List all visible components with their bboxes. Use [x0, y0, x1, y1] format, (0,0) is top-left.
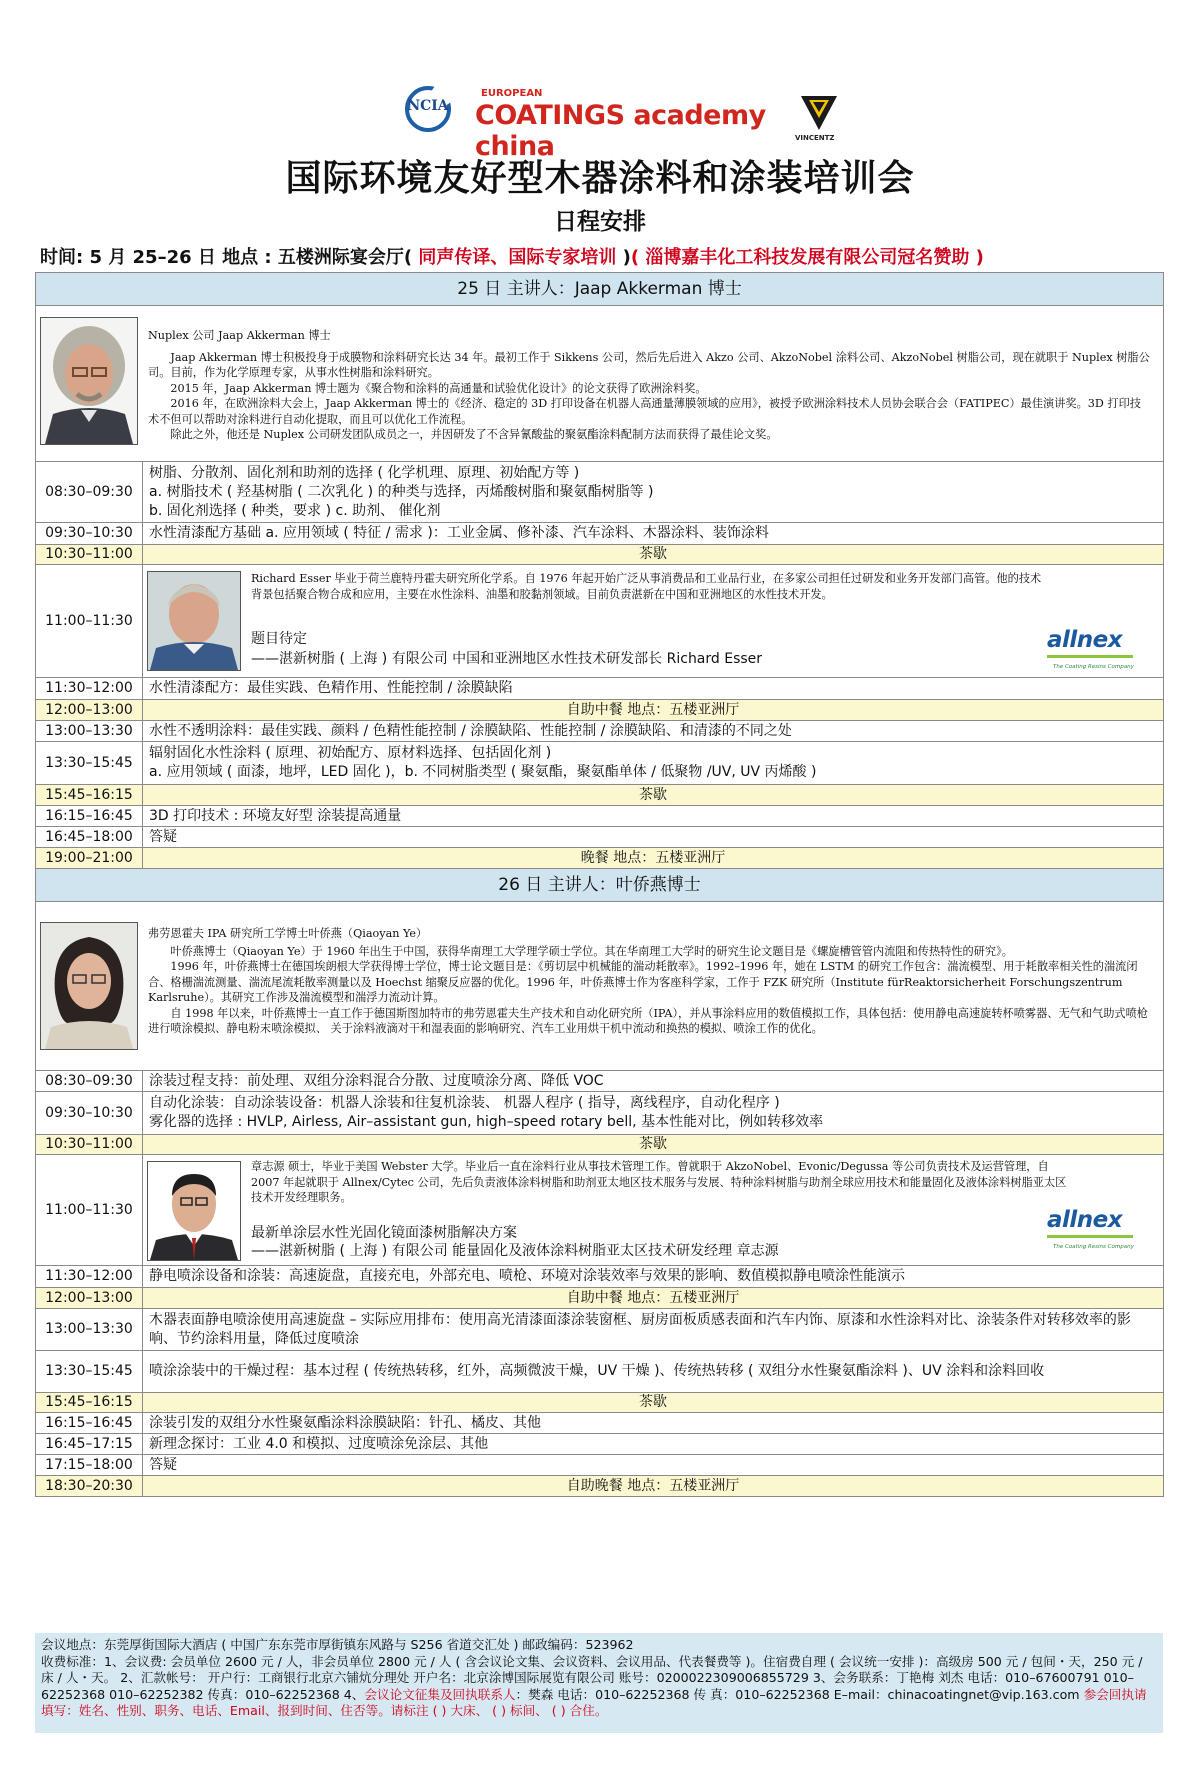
- day1-speaker-bio: [36, 306, 1164, 462]
- bio-text-ye: [148, 926, 1152, 1037]
- schedule-row: [36, 1092, 1164, 1135]
- schedule-row: [36, 827, 1164, 848]
- session-content: 新理念探讨：工业 4.0 和模拟、过度喷涂免涂层、其他: [143, 1434, 1164, 1455]
- session-content: [143, 565, 1164, 678]
- footer-contact-info: ：樊森 电话：010–62252368 传 真：010–62252368 E–mail：chinacoatingnet@vip.163.com: [515, 1686, 1084, 1702]
- schedule-row: [36, 1413, 1164, 1434]
- break-row: [36, 1393, 1164, 1413]
- schedule-row: [36, 678, 1164, 700]
- session-content: 涂装引发的双组分水性聚氨酯涂料涂膜缺陷：针孔、橘皮、其他: [143, 1413, 1164, 1434]
- session-time: 11:30–12:00: [36, 1266, 143, 1288]
- session-time: 08:30–09:30: [36, 1071, 143, 1092]
- bio-text-akkerman: [148, 328, 1152, 443]
- session-time: 13:00–13:30: [36, 1309, 143, 1351]
- meta-time-location: 时间: 5 月 25–26 日 地点 : 五楼洲际宴会厅(: [40, 247, 413, 268]
- footer-fees-text: 收费标准：1、会议费: 会员单位 2600 元 / 人，非会员单位 2800 元 / 人 ( 含会议论文集、会议资料、会议用品、代表餐费等 )。住宿费自理 ( 会议统一安排 )：高级房 500 元 / 包间・天，250 元 / 床 / 人・天。 2、汇款帐号： 开户行：工商银行北京六铺炕分理处 开户名：北京涂博国际展览有限公司 账号：0200022309006855729 3、会务联系：丁艳梅 刘杰 电话：010–67600791 010–62252368 010–62252382 传真：010–62252368 4、: [41, 1653, 1143, 1702]
- schedule-row: [36, 806, 1164, 827]
- session-time: 09:30–10:30: [36, 1092, 143, 1135]
- schedule-row: [36, 1155, 1164, 1266]
- talk-speaker: ——湛新树脂 ( 上海 ) 有限公司 能量固化及液体涂料树脂亚太区技术研发经理 章志源: [251, 1243, 779, 1259]
- session-line: a. 应用领域 ( 面漆，地坪，LED 固化 )，b. 不同树脂类型 ( 聚氨酯，聚氨酯单体 / 低聚物 /UV, UV 丙烯酸 ): [149, 764, 817, 780]
- schedule-row: [36, 565, 1164, 678]
- bio-paragraph: 2016 年，在欧洲涂料大会上，Jaap Akkerman 博士的《经济、稳定的 3D 打印设备在机器人高通量薄膜领域的应用》，被授予欧洲涂料技术人员协会联合会（FATIPEC）最佳演讲奖。3D 打印技术不但可以帮助对涂料进行自动化提取，而且可以优化工作流程。: [148, 397, 1141, 426]
- speaker-photo-ye: [40, 922, 138, 1050]
- session-line: b. 固化剂选择 ( 种类，要求 ) c. 助剂、 催化剂: [149, 502, 441, 519]
- break-row: [36, 1288, 1164, 1309]
- break-label: 茶歇: [143, 1393, 1164, 1413]
- allnex-logo: [1043, 627, 1139, 670]
- session-content: [143, 1092, 1164, 1135]
- bio-text-zhang: 章志源 硕士，毕业于美国 Webster 大学。毕业后一直在涂料行业从事技术管理工作。曾就职于 AkzoNobel、Evonic/Degussa 等公司负责技术及运营管理，自 2007 年起就职于 Allnex/Cytec 公司，先后负责液体涂料树脂和助剂亚太地区技术服务与发展、特种涂料树脂与助剂全球应用技术和能量固化及液体涂料树脂亚太区技术开发经理职务。: [251, 1160, 1067, 1204]
- day1-heading-row: [36, 273, 1164, 306]
- break-time: 10:30–11:00: [36, 1135, 143, 1155]
- bio-paragraph: 自 1998 年以来，叶侨燕博士一直工作于德国斯图加特市的弗劳恩霍夫生产技术和自动化研究所（IPA），并从事涂料应用的数值模拟工作，具体包括：使用静电高速旋转杯喷雾器、无气和气助式喷枪进行喷涂模拟、静电粉末喷涂模拟、 关于涂料液滴对干和湿表面的影响研究、汽车工业用烘干机中流动和换热的模拟、喷涂工作的优化。: [148, 1006, 1148, 1035]
- break-time: 10:30–11:00: [36, 545, 143, 565]
- break-time: 12:00–13:00: [36, 700, 143, 721]
- break-label: 晚餐 地点：五楼亚洲厅: [143, 848, 1164, 869]
- bio-paragraph: 1996 年，叶侨燕博士在德国埃朗根大学获得博士学位，博士论文题目是：《剪切层中机械能的湍动耗散率》。1992–1996 年，她在 LSTM 的研究工作包含：湍流模型、用于耗散率相关性的湍流闭合、格栅湍流测量、湍流尾流耗散率测量以及 Hoechst 缩聚反应器的优化。1996 年，叶侨燕博士作为客座科学家，工作于 FZK 研究所（Institute fürReaktorsicherheit Forschungszentrum Karlsruhe）。其研究工作涉及湍流模型和湍浮力流动计算。: [148, 960, 1138, 1004]
- footer-registration-note: 参会回执请填写：姓名、性别、职务、电话、Email、报到时间、住否等。请标注 ( ) 大床、 ( ) 标间、 ( ) 合住。: [41, 1686, 1147, 1718]
- break-label: 自助晚餐 地点：五楼亚洲厅: [143, 1476, 1164, 1497]
- break-time: 15:45–16:15: [36, 1393, 143, 1413]
- talk-title: 最新单涂层水性光固化镜面漆树脂解决方案: [251, 1225, 517, 1241]
- break-time: 19:00–21:00: [36, 848, 143, 869]
- session-content: 涂装过程支持：前处理、双组分涂料混合分散、过度喷涂分离、降低 VOC: [143, 1071, 1164, 1092]
- schedule-row: [36, 1071, 1164, 1092]
- schedule-table: [35, 272, 1164, 1497]
- break-time: 12:00–13:00: [36, 1288, 143, 1309]
- break-row: [36, 848, 1164, 869]
- meta-close: ): [622, 247, 631, 268]
- break-row: [36, 1476, 1164, 1497]
- day1-heading: 25 日 主讲人：Jaap Akkerman 博士: [36, 273, 1164, 306]
- footer-venue: 会议地点：东莞厚街国际大酒店 ( 中国广东东莞市厚街镇东风路与 S256 省道交汇处 ) 邮政编码：523962: [41, 1637, 634, 1652]
- schedule-row: [36, 742, 1164, 785]
- allnex-logo-word: allnex: [1047, 1207, 1123, 1233]
- bio-paragraph: Jaap Akkerman 博士积极投身于成膜物和涂料研究长达 34 年。最初工作于 Sikkens 公司，然后先后进入 Akzo 公司、AkzoNobel 涂料公司、AkzoNobel 树脂公司，现在就职于 Nuplex 树脂公司。目前，作为化学原理专家，从事水性树脂和涂料研究。: [148, 350, 1150, 379]
- allnex-logo-tagline: The Coating Resins Company: [1053, 1244, 1134, 1250]
- session-line: 自动化涂装：自动涂装设备：机器人涂装和往复机涂装、 机器人程序 ( 指导，离线程序，自动化程序 ): [149, 1095, 780, 1111]
- european-label: EUROPEAN: [481, 88, 543, 99]
- break-label: 茶歇: [143, 1135, 1164, 1155]
- footer-fees: [41, 1654, 1157, 1720]
- schedule-row: [36, 462, 1164, 523]
- session-time: 11:00–11:30: [36, 1155, 143, 1266]
- speaker-photo-akkerman: [40, 317, 138, 445]
- session-line: 雾化器的选择 : HVLP, Airless, Air–assistant gun, high–speed rotary bell, 基本性能对比，例如转移效率: [149, 1114, 824, 1130]
- session-content: 答疑: [143, 827, 1164, 848]
- session-content: 木器表面静电喷涂使用高速旋盘 – 实际应用排布：使用高光清漆面漆涂装窗框、厨房面板质感表面和汽车内饰、原漆和水性涂料对比、涂装条件对转移效率的影响、节约涂料用量，降低过度喷涂: [143, 1309, 1164, 1351]
- logo-row: [405, 86, 835, 162]
- allnex-logo-word: allnex: [1047, 627, 1123, 653]
- session-time: 16:45–18:00: [36, 827, 143, 848]
- session-content: 3D 打印技术 : 环境友好型 涂装提高通量: [143, 806, 1164, 827]
- break-row: [36, 700, 1164, 721]
- session-content: [143, 742, 1164, 785]
- session-time: 08:30–09:30: [36, 462, 143, 523]
- meta-translation: 同声传译、国际专家培训: [412, 247, 623, 268]
- event-meta: [40, 243, 984, 269]
- session-content: 水性不透明涂料：最佳实践、颜料 / 色精性能控制 / 涂膜缺陷、性能控制 / 涂膜缺陷、和清漆的不同之处: [143, 721, 1164, 742]
- allnex-logo: [1043, 1207, 1139, 1250]
- footer-contact-label: 会议论文征集及回执联系人: [364, 1686, 516, 1702]
- session-time: 17:15–18:00: [36, 1455, 143, 1476]
- ncia-logo-text: NCIA: [407, 98, 449, 114]
- session-time: 13:00–13:30: [36, 721, 143, 742]
- session-line: 树脂、分散剂、固化剂和助剂的选择 ( 化学机理、原理、初始配方等 ): [149, 464, 580, 481]
- bio-text-esser: Richard Esser 毕业于荷兰鹿特丹霍夫研究所化学系。自 1976 年起开始广泛从事消费品和工业品行业，在多家公司担任过研发和业务开发部门高管。他的技术背景包括聚合物合成和应用，主要在水性涂料、油墨和胶黏剂领域。目前负责湛新在中国和亚洲地区的水性技术开发。: [251, 572, 1042, 601]
- session-content: 水性清漆配方基础 a. 应用领域 ( 特征 / 需求 )：工业金属、修补漆、汽车涂料、木器涂料、装饰涂料: [143, 523, 1164, 545]
- session-time: 13:30–15:45: [36, 1351, 143, 1393]
- session-time: 16:15–16:45: [36, 806, 143, 827]
- day1-speaker-bio-row: [36, 306, 1164, 462]
- break-row: [36, 785, 1164, 806]
- break-row: [36, 1135, 1164, 1155]
- session-content: 静电喷涂设备和涂装：高速旋盘，直接充电，外部充电、喷枪、环境对涂装效率与效果的影响、数值模拟静电喷涂性能演示: [143, 1266, 1164, 1288]
- session-line: 辐射固化水性涂料 ( 原理、初始配方、原材料选择、包括固化剂 ): [149, 745, 552, 761]
- schedule-row: [36, 1309, 1164, 1351]
- vincentz-label: VINCENTZ: [795, 134, 835, 142]
- schedule-row: [36, 523, 1164, 545]
- meta-sponsor: ( 淄博嘉丰化工科技发展有限公司冠名赞助 ): [630, 247, 984, 268]
- coatings-academy-logo: COATINGS academy china: [475, 100, 766, 162]
- schedule-row: [36, 1434, 1164, 1455]
- page-title: 国际环境友好型木器涂料和涂装培训会: [285, 158, 915, 199]
- talk-title: 题目待定: [251, 631, 307, 647]
- day2-heading: 26 日 主讲人：叶侨燕博士: [36, 869, 1164, 902]
- session-content: 水性清漆配方：最佳实践、色精作用、性能控制 / 涂膜缺陷: [143, 678, 1164, 700]
- day2-heading-row: [36, 869, 1164, 902]
- session-time: 16:45–17:15: [36, 1434, 143, 1455]
- session-content: [143, 1155, 1164, 1266]
- speaker-photo-zhang: [147, 1161, 241, 1261]
- schedule-row: [36, 1351, 1164, 1393]
- session-content: 答疑: [143, 1455, 1164, 1476]
- session-time: 11:00–11:30: [36, 565, 143, 678]
- schedule-row: [36, 1266, 1164, 1288]
- day2-speaker-bio-row: [36, 902, 1164, 1071]
- allnex-logo-tagline: The Coating Resins Company: [1053, 664, 1134, 670]
- session-content: 喷涂涂装中的干燥过程：基本过程 ( 传统热转移，红外，高频微波干燥，UV 干燥 )、传统热转移 ( 双组分水性聚氨酯涂料 )、UV 涂料和涂料回收: [143, 1351, 1164, 1393]
- break-label: 自助中餐 地点：五楼亚洲厅: [143, 1288, 1164, 1309]
- talk-speaker: ——湛新树脂 ( 上海 ) 有限公司 中国和亚洲地区水性技术研发部长 Richard Esser: [251, 651, 763, 667]
- break-time: 15:45–16:15: [36, 785, 143, 806]
- bio-paragraph: 除此之外，他还是 Nuplex 公司研发团队成员之一，并因研发了不含异氰酸盐的聚氨酯涂料配制方法而获得了最佳论文奖。: [170, 428, 778, 441]
- bio-name: 弗劳恩霍夫 IPA 研究所工学博士叶侨燕（Qiaoyan Ye）: [148, 927, 428, 940]
- session-time: 16:15–16:45: [36, 1413, 143, 1434]
- break-label: 茶歇: [143, 545, 1164, 565]
- speaker-photo-esser: [147, 571, 241, 671]
- session-time: 11:30–12:00: [36, 678, 143, 700]
- session-content: [143, 462, 1164, 523]
- break-time: 18:30–20:30: [36, 1476, 143, 1497]
- break-label: 茶歇: [143, 785, 1164, 806]
- session-time: 09:30–10:30: [36, 523, 143, 545]
- bio-paragraph: 叶侨燕博士（Qiaoyan Ye）于 1960 年出生于中国，获得华南理工大学理学硕士学位。其在华南理工大学时的研究生论文题目是《螺旋槽管管内流阻和传热特性的研究》。: [170, 944, 1013, 958]
- break-label: 自助中餐 地点：五楼亚洲厅: [143, 700, 1164, 721]
- break-row: [36, 545, 1164, 565]
- page-subtitle: 日程安排: [554, 209, 646, 235]
- footer-info: [35, 1633, 1163, 1733]
- schedule-row: [36, 721, 1164, 742]
- bio-paragraph: 2015 年，Jaap Akkerman 博士题为《聚合物和涂料的高通量和试验优化设计》的论文获得了欧洲涂料奖。: [170, 381, 707, 395]
- schedule-row: [36, 1455, 1164, 1476]
- bio-name: Nuplex 公司 Jaap Akkerman 博士: [148, 329, 331, 342]
- session-line: a. 树脂技术 ( 羟基树脂 ( 二次乳化 ) 的种类与选择，丙烯酸树脂和聚氨酯树脂等 ): [149, 483, 654, 500]
- session-time: 13:30–15:45: [36, 742, 143, 785]
- day2-speaker-bio: [36, 902, 1164, 1071]
